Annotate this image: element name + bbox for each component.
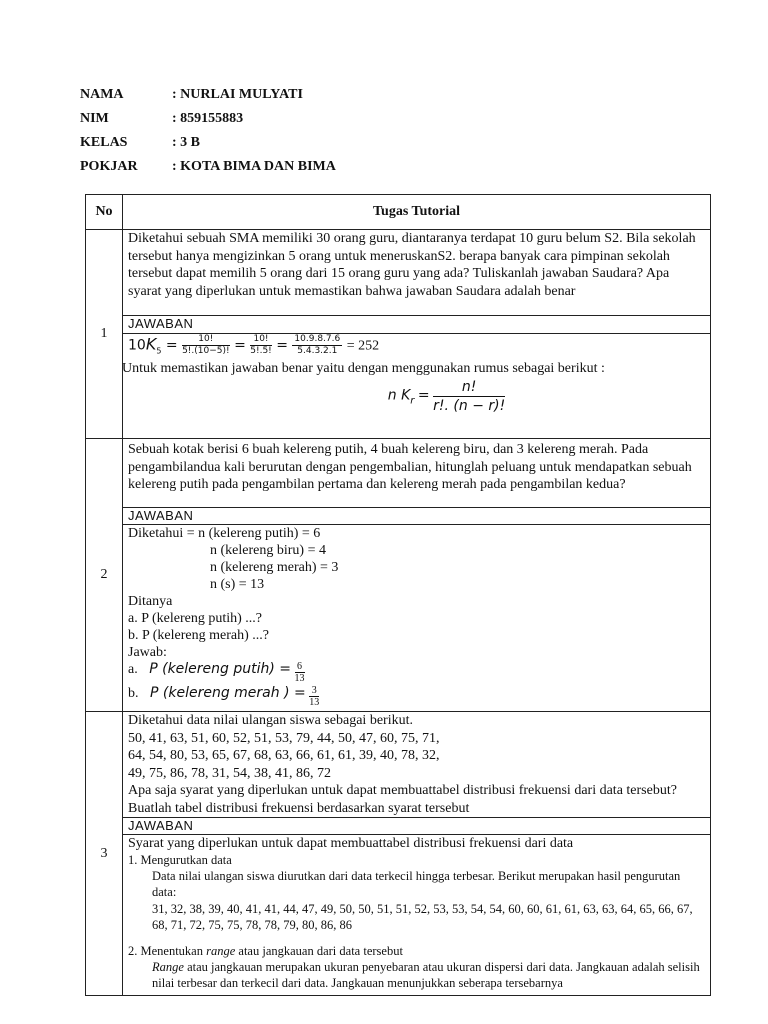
question-text: Diketahui data nilai ulangan siswa sebagai berikut. 50, 41, 63, 51, 60, 52, 51, 53, 79, 44, 50, 47, 60, 75, 71, 64, 54, 80, 53, 65, 67, 68, 63, 66, 61, 61, 39, 40, 78, 32, 49, 75, 86, 78, 31, 54, 38, 41, 86, 72 Apa saja syarat yang diperlukan untuk dapat membuattabel distribusi frekuensi dari data tersebut? Buatlah tabel distribusi frekuensi berdasarkan syarat tersebut bbox=[123, 712, 711, 818]
question-text: Diketahui sebuah SMA memiliki 30 orang guru, diantaranya terdapat 10 guru belum S2. Bila sekolah tersebut hanya mengizinkan 5 orang untuk meneruskanS2. berapa banyak cara pimpinan sekolah tersebut dapat memilih 5 orang dari 15 orang guru yang ada? Tuliskanlah jawaban Saudara? Apa syarat yang diperlukan untuk memastikan bahwa jawaban Saudara adalah benar bbox=[123, 230, 711, 316]
data-line: 49, 75, 86, 78, 31, 54, 38, 41, 86, 72 bbox=[128, 765, 331, 781]
header-row-name bbox=[80, 86, 336, 110]
given-line: n (s) = 13 bbox=[210, 577, 265, 592]
answer-label: JAWABAN bbox=[123, 508, 711, 525]
answer-label: JAWABAN bbox=[123, 818, 711, 835]
question-number: 1 bbox=[86, 230, 123, 439]
question-row-2 bbox=[86, 439, 711, 508]
given-line: n (kelereng biru) = 4 bbox=[210, 543, 326, 558]
header-value: : NURLAI MULYATI bbox=[172, 87, 303, 102]
header-label: NAMA bbox=[80, 87, 124, 102]
student-header bbox=[80, 86, 336, 182]
rule-formula: n $K_r$ = $\frac{n!}{r!. (n - r)!}$ bbox=[387, 379, 506, 414]
answer-word: Jawab: bbox=[128, 645, 167, 660]
combination-formula: $10K_5$ = $\frac{10!}{5!.(10-5)!}$ = $\frac{10!}{5!.5!}$ = $\frac{10.9.8.7.6}{5.4.3.2.1}$ = 252 bbox=[128, 334, 380, 356]
question-row-1 bbox=[86, 230, 711, 316]
sorted-data: 31, 32, 38, 39, 40, 41, 41, 44, 47, 49, 50, 50, 51, 51, 52, 53, 53, 54, 54, 60, 60, 61, 61, 63, 63, 64, 65, 66, 67, 68, 71, 72, 75, 75, 78, 78, 79, 80, 86, 86 bbox=[152, 902, 693, 932]
header-label: KELAS bbox=[80, 135, 128, 150]
step-text: Data nilai ulangan siswa diurutkan dari data terkecil hingga terbesar. Berikut merupakan hasil pengurutan data: bbox=[152, 869, 681, 899]
step-text: Range atau jangkauan merupakan ukuran penyebaran atau ukuran dispersi dari data. Jangkauan adalah selisih nilai terbesar dan terkecil dari data. Jangkauan menunjukkan seberapa tersebarnya bbox=[152, 960, 700, 990]
step-title: 2. Menentukan range atau jangkauan dari data tersebut bbox=[128, 944, 403, 958]
fraction: $\frac{10!}{5!.(10-5)!}$ bbox=[182, 334, 230, 356]
given-line: Diketahui = n (kelereng putih) = 6 bbox=[128, 526, 321, 541]
column-header-task: Tugas Tutorial bbox=[123, 195, 711, 230]
fraction: $\frac{10.9.8.7.6}{5.4.3.2.1}$ bbox=[294, 334, 341, 356]
fraction: $\frac{3}{13}$ bbox=[309, 685, 320, 708]
header-value: : KOTA BIMA DAN BIMA bbox=[172, 159, 336, 174]
question-row-3 bbox=[86, 712, 711, 818]
header-row-nim bbox=[80, 110, 336, 134]
table-header-row bbox=[86, 195, 711, 230]
answer-item-a: a. P (kelereng putih) = $\frac{6}{13}$ bbox=[128, 661, 305, 684]
fraction: $\frac{10!}{5!.5!}$ bbox=[250, 334, 272, 356]
explanation-text: Untuk memastikan jawaban benar yaitu dengan menggunakan rumus sebagai berikut : bbox=[122, 361, 605, 376]
column-header-no: No bbox=[86, 195, 123, 230]
answer-intro: Syarat yang diperlukan untuk dapat membuattabel distribusi frekuensi dari data bbox=[128, 836, 574, 851]
header-value: : 859155883 bbox=[172, 111, 244, 126]
step-title: 1. Mengurutkan data bbox=[128, 853, 232, 867]
question-text: Sebuah kotak berisi 6 buah kelereng putih, 4 buah kelereng biru, dan 3 kelereng merah. Pada pengambilandua kali berurutan dengan pengembalian, hitunglah peluang untuk mendapatkan sebuah kelereng putih pada pengambilan pertama dan kelereng merah pada pengambilan kedua? bbox=[123, 439, 711, 508]
data-line: 64, 54, 80, 53, 65, 67, 68, 63, 66, 61, 61, 39, 40, 78, 32, bbox=[128, 748, 440, 763]
header-value: : 3 B bbox=[172, 135, 200, 150]
header-row-class bbox=[80, 134, 336, 158]
asked-item: a. P (kelereng putih) ...? bbox=[128, 611, 262, 626]
asked-item: b. P (kelereng merah) ...? bbox=[128, 628, 269, 643]
header-label: NIM bbox=[80, 111, 109, 126]
fraction: $\frac{n!}{r!. (n - r)!}$ bbox=[433, 379, 506, 414]
question-number: 2 bbox=[86, 439, 123, 712]
answer-cell bbox=[123, 334, 711, 439]
data-line: 50, 41, 63, 51, 60, 52, 51, 53, 79, 44, 50, 47, 60, 75, 71, bbox=[128, 730, 440, 746]
answer-cell bbox=[123, 525, 711, 712]
answer-item-b: b. P (kelereng merah ) = $\frac{3}{13}$ bbox=[128, 685, 320, 708]
header-row-pokjar bbox=[80, 158, 336, 182]
answer-cell bbox=[123, 835, 711, 996]
given-line: n (kelereng merah) = 3 bbox=[210, 560, 339, 575]
answer-label: JAWABAN bbox=[123, 316, 711, 334]
fraction: $\frac{6}{13}$ bbox=[294, 661, 305, 684]
asked-label: Ditanya bbox=[128, 594, 173, 609]
tutorial-table bbox=[85, 194, 711, 996]
question-number: 3 bbox=[86, 712, 123, 996]
header-label: POKJAR bbox=[80, 159, 138, 174]
